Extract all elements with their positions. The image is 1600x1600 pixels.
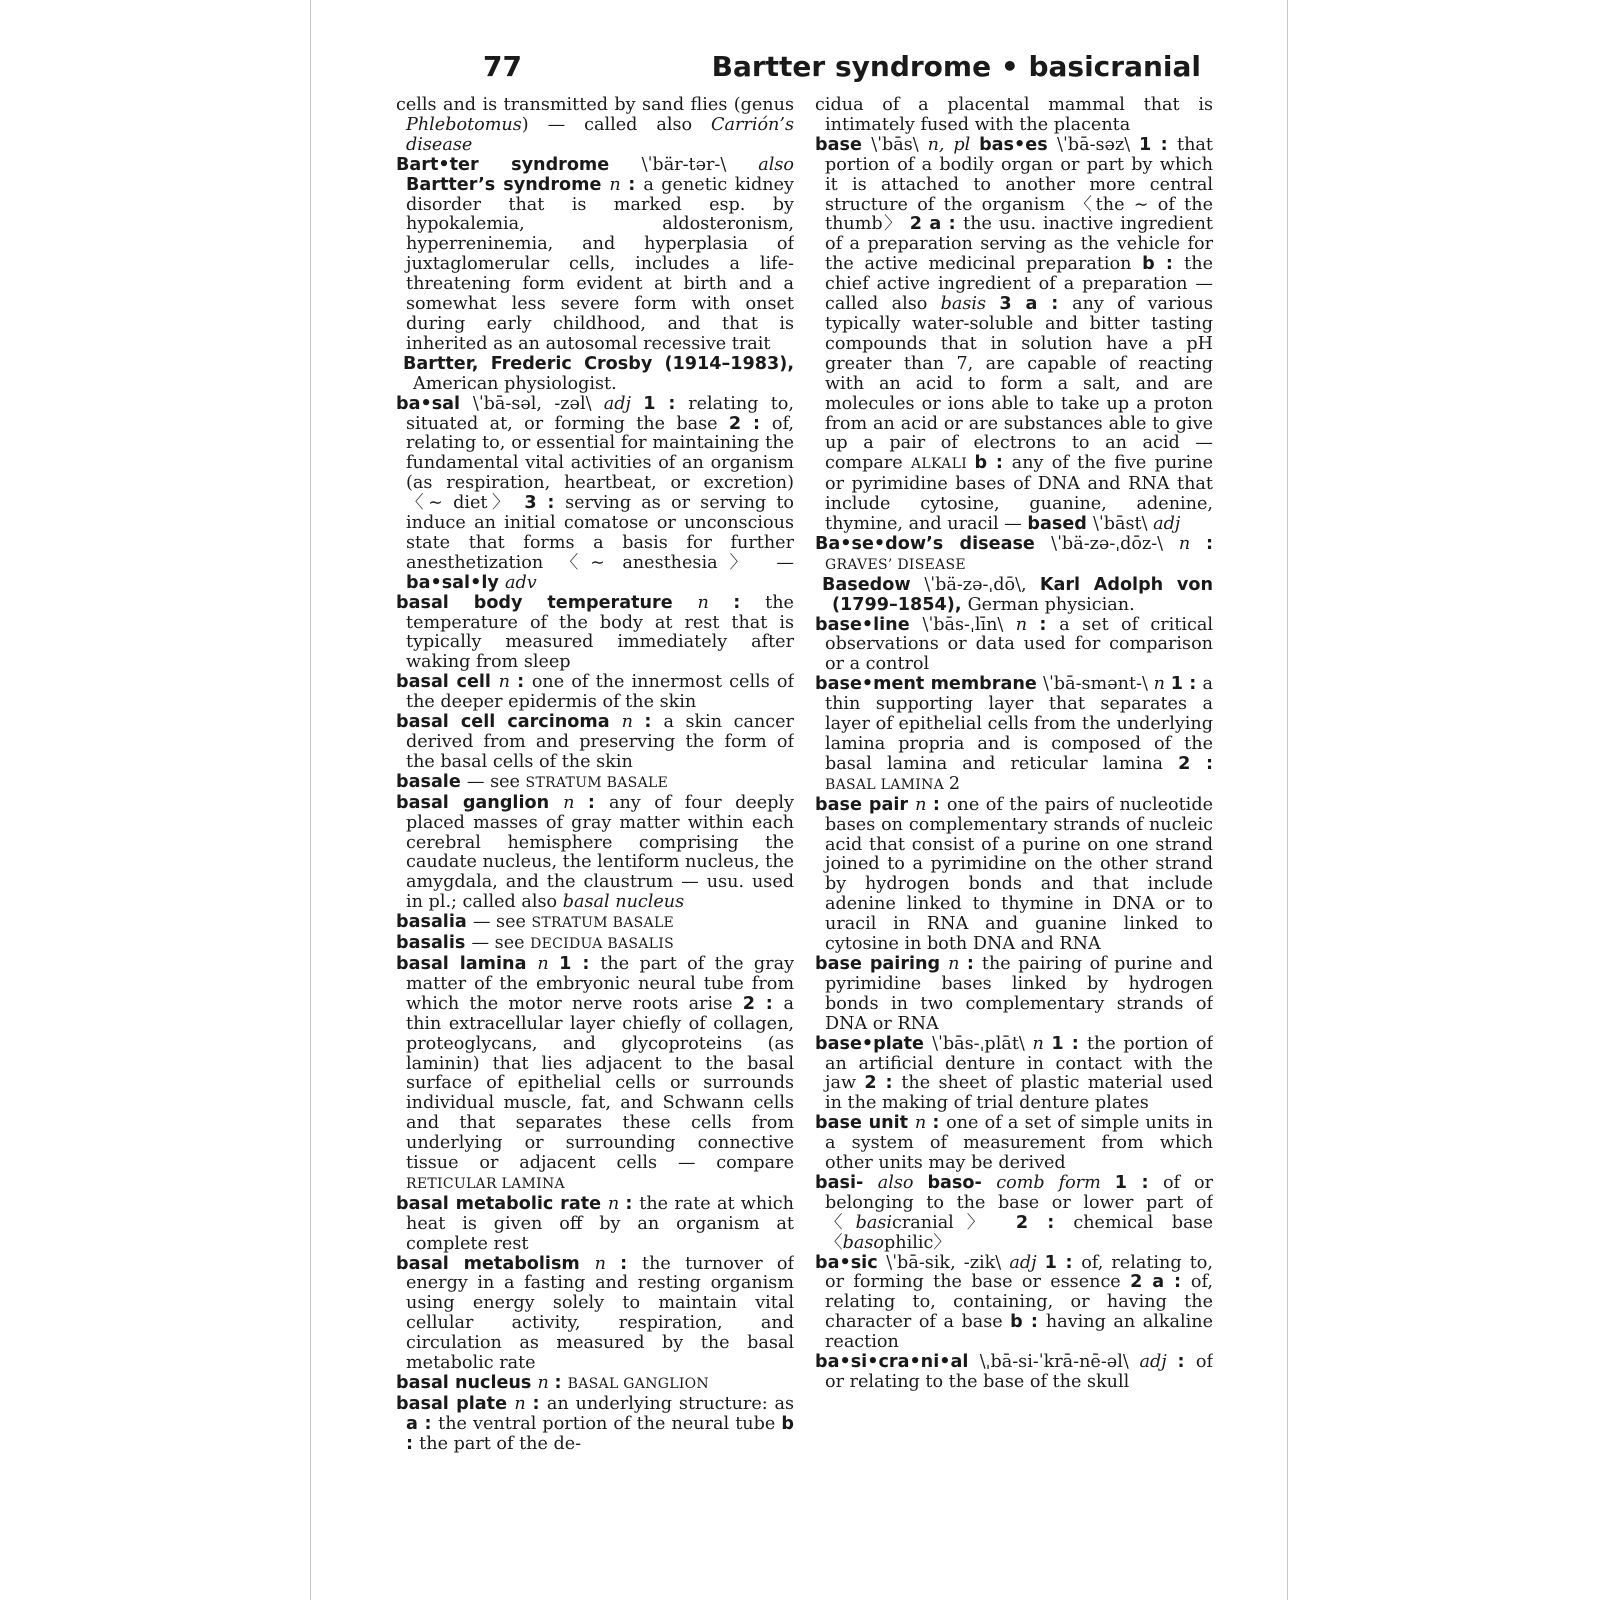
entry-text: b : — [1142, 254, 1185, 275]
entry-text: \ˈbā-səl, -zəl\ — [472, 393, 604, 414]
entry-text: the sheet of plastic material used in the making of trial denture plates — [825, 1073, 1213, 1114]
entry-text: comb form — [996, 1172, 1115, 1193]
headword: basal metabolic rate — [396, 1193, 608, 1214]
headword: basale — [396, 771, 467, 792]
entry-text: Phlebotomus — [406, 114, 522, 135]
dictionary-entry — [815, 675, 1213, 795]
entry-text: \ˈbās-ˌlīn\ — [922, 614, 1016, 635]
entry-text: \ˌbā-si-ˈkrā-nē-əl\ — [979, 1352, 1140, 1373]
entry-text: basis — [940, 294, 1000, 315]
entry-text: a genetic kidney disorder that is marked esp. by hypokalemia, aldosteronism, hyperreninemia, and hyperplasia of juxtaglomerular cells, includes a life-threatening form evident at birth and a somewhat less severe form with onset during early childhood, and that is inherited as an autosomal recessive trait — [406, 174, 794, 354]
entry-text: n — [563, 792, 588, 813]
headword: basal nucleus — [396, 1373, 538, 1393]
entry-continuation — [815, 96, 1213, 136]
entry-text: n — [697, 592, 734, 613]
entry-text: GRAVES’ DISEASE — [825, 556, 966, 573]
entry-text: serving as or serving to induce an initial comatose or unconscious state that forms a basis for further anesthetization 〈∼ anesthesia〉 — — [406, 493, 794, 573]
headword: base pairing — [815, 953, 949, 974]
entry-text: : — [1039, 614, 1060, 635]
entry-text: 1 : — [1114, 1172, 1163, 1193]
entry-text: adj — [603, 393, 644, 414]
entry-text: : — [517, 672, 532, 693]
headword: basal lamina — [396, 953, 538, 974]
dictionary-entry — [396, 1195, 794, 1255]
entry-text: n — [621, 712, 645, 733]
page-number: 77 — [483, 50, 522, 83]
entry-text: philic〉 — [883, 1232, 951, 1253]
entry-text: n — [1178, 533, 1206, 554]
dictionary-entry — [396, 794, 794, 913]
entry-text: 2 — [948, 773, 961, 794]
entry-text: n — [498, 672, 518, 693]
headword: bas•es — [979, 134, 1058, 155]
dictionary-entry — [815, 796, 1213, 955]
entry-text: : — [532, 1393, 547, 1414]
entry-text: also — [758, 154, 794, 175]
entry-text: 3 a : — [999, 294, 1073, 315]
headword: base•line — [815, 614, 923, 635]
entry-text: n — [1015, 614, 1040, 635]
entry-text: n — [594, 1253, 621, 1274]
entry-text: n — [915, 794, 933, 815]
entry-text: STRATUM BASALE — [531, 915, 675, 932]
entry-text: the turnover of energy in a fasting and resting organism using energy solely to maintain vital cellular activity, respiration, and circulation as measured by the basal metabolic rate — [406, 1253, 794, 1374]
headword: base•plate — [815, 1033, 933, 1054]
headword: base pair — [815, 794, 916, 815]
headword: basalia — [396, 912, 473, 933]
entry-text: 2 : — [1178, 753, 1213, 774]
entry-text: n — [914, 1113, 933, 1134]
biographical-entry — [396, 355, 794, 395]
dictionary-entry — [815, 616, 1213, 676]
headword: Bartter, Frederic Crosby (1914–1983), — [403, 353, 794, 374]
headword: ba•si•cra•ni•al — [815, 1352, 980, 1373]
entry-text: DECIDUA BASALIS — [530, 936, 674, 953]
entry-text: 2 : — [1015, 1212, 1074, 1233]
entry-text: the usu. inactive ingredient of a preparation serving as the vehicle for the active medicinal preparation — [825, 214, 1213, 275]
dictionary-entry — [396, 673, 794, 713]
headword: base — [815, 134, 872, 155]
entry-text: German physician. — [967, 594, 1135, 615]
entry-text: n — [514, 1393, 533, 1414]
entry-text: \ˈbā-sik, -zik\ — [886, 1252, 1010, 1273]
entry-text: the part of the gray matter of the embryonic neural tube from which the motor nerve roots arise — [406, 953, 794, 1014]
headword: basal cell carcinoma — [396, 712, 622, 733]
entry-text: 2 : — [864, 1073, 902, 1094]
entry-text: \ˈbās\ — [871, 134, 928, 155]
dictionary-entry — [815, 1353, 1213, 1393]
entry-text: BASAL LAMINA — [825, 776, 949, 793]
headword: ba•sic — [815, 1252, 887, 1273]
headword: ba•sal•ly — [406, 572, 505, 593]
headword: ba•sal — [396, 393, 473, 414]
entry-continuation — [396, 96, 794, 156]
dictionary-entry — [396, 395, 794, 594]
entry-text: : — [1177, 1352, 1196, 1373]
headword: based — [1027, 514, 1093, 535]
entry-text: RETICULAR LAMINA — [406, 1175, 565, 1192]
entry-text: STRATUM BASALE — [525, 774, 669, 791]
entry-text: chemical base 〈 — [825, 1212, 1213, 1253]
entry-text: \ˈbāst\ — [1092, 514, 1154, 535]
headword: basal cell — [396, 672, 499, 693]
biographical-entry — [815, 576, 1213, 616]
entry-text: a : — [406, 1413, 439, 1434]
entry-text: that portion of a bodily organ or part by which it is attached to another more central structure of the organism 〈the ∼ of the thumb〉 — [825, 134, 1213, 235]
entry-text: n — [537, 953, 560, 974]
entry-text: an underlying structure: as — [546, 1393, 794, 1414]
headword: basi- — [815, 1172, 878, 1193]
entry-text: : — [932, 794, 947, 815]
entry-text: 1 : — [1139, 134, 1178, 155]
entry-text: a skin cancer derived from and preserving the form of the basal cells of the skin — [406, 712, 794, 772]
entry-text: n — [1032, 1033, 1052, 1054]
entry-text: of, relating to, or essential for maintaining the fundamental vital activities of an organism (as respiration, heartbeat, or excretion) 〈∼ diet〉 — [406, 413, 794, 514]
entry-text: 2 a : — [909, 214, 964, 235]
dictionary-entry — [815, 535, 1213, 576]
entry-text: adj — [1009, 1252, 1045, 1273]
entry-text: 2 a : — [1130, 1272, 1191, 1293]
entry-text: : — [620, 1253, 643, 1274]
entry-text: n — [1153, 674, 1171, 695]
entry-text: the pairing of purine and pyrimidine bases linked by hydrogen bonds in two complementary strands of DNA or RNA — [825, 953, 1213, 1034]
headword: basalis — [396, 933, 472, 954]
dictionary-entry — [396, 934, 794, 955]
entry-text: any of four deeply placed masses of gray matter within each cerebral hemisphere comprising the caudate nucleus, the lentiform nucleus, the amygdala, and the claustrum — usu. used in pl.; called also — [406, 792, 794, 913]
entry-text: of or belonging to the base or lower part of 〈 — [825, 1172, 1213, 1233]
entry-text: : — [644, 712, 664, 733]
entry-text: having an alkaline reaction — [825, 1312, 1213, 1353]
dictionary-entry — [815, 1035, 1213, 1115]
entry-text: American physiologist. — [413, 373, 617, 394]
entry-text: relating to, situated at, or forming the base — [406, 393, 794, 434]
entry-text: adj — [1153, 514, 1181, 535]
entry-text: of, relating to, containing, or having the character of a base — [825, 1272, 1213, 1333]
dictionary-entry — [396, 1395, 794, 1455]
entry-text: n — [609, 174, 629, 195]
entry-text: Carrión’s disease — [406, 114, 794, 155]
entry-text: \ˈbär-tər-\ — [641, 154, 759, 175]
entry-text: : — [554, 1373, 568, 1393]
entry-text: b : — [974, 453, 1012, 474]
entry-text: : — [932, 1113, 947, 1134]
entry-text: 1 : — [1051, 1033, 1087, 1054]
entry-text: : — [966, 953, 982, 974]
entry-text: also — [877, 1172, 928, 1193]
entry-text: the chief active ingredient of a preparation — called also — [825, 254, 1213, 315]
entry-text: one of the innermost cells of the deeper epidermis of the skin — [406, 672, 794, 713]
entry-text: basal nucleus — [562, 892, 685, 913]
entry-text: 1 : — [1044, 1252, 1082, 1273]
entry-text: n, pl — [927, 134, 980, 155]
entry-text: BASAL GANGLION — [567, 1376, 709, 1392]
dictionary-entry — [396, 713, 794, 773]
entry-text: any of the five purine or pyrimidine bases of DNA and RNA that include cytosine, guanine, adenine, thymine, and uracil — — [825, 453, 1213, 535]
entry-text: 3 : — [524, 493, 566, 514]
entry-text: adj — [1139, 1352, 1178, 1373]
entry-text: baso — [842, 1232, 884, 1253]
entry-text: cidua of a placental mammal that is intimately fused with the placenta — [815, 96, 1213, 135]
entry-text: : — [587, 792, 609, 813]
dictionary-page — [310, 0, 1288, 1600]
entry-text: 1 : — [643, 393, 689, 414]
entry-text: n — [607, 1193, 626, 1214]
dictionary-entry — [815, 955, 1213, 1035]
entry-text: — see — [472, 912, 532, 933]
headword: baso- — [927, 1172, 997, 1193]
entry-text: of or relating to the base of the skull — [825, 1352, 1213, 1392]
entry-text: 1 : — [1170, 674, 1203, 695]
headword: basal metabolism — [396, 1253, 595, 1274]
entry-text: the part of the de- — [419, 1433, 582, 1454]
headword: base•ment membrane — [815, 674, 1044, 695]
entry-text: the temperature of the body at rest that is typically measured immediately after waking from sleep — [406, 592, 794, 673]
entry-text: \ˈbä-zə-ˌdōz-\ — [1051, 533, 1179, 554]
entry-text: \ˈbā-smənt-\ — [1043, 674, 1154, 695]
headword: Bart•ter syndrome — [396, 154, 642, 175]
entry-text: b : — [406, 1413, 794, 1454]
right-column — [815, 96, 1213, 1536]
entry-text: the ventral portion of the neural tube — [438, 1413, 782, 1434]
entry-text: of, relating to, or forming the base or essence — [825, 1252, 1213, 1293]
entry-text: n — [537, 1373, 555, 1393]
entry-text: : — [733, 592, 766, 613]
entry-text: the portion of an artificial denture in contact with the jaw — [825, 1033, 1213, 1094]
entry-text: : — [628, 174, 644, 195]
entry-text: — see — [471, 933, 531, 954]
entry-text: cells and is transmitted by sand flies (genus — [396, 96, 794, 115]
headword: basal ganglion — [396, 792, 564, 813]
entry-text: \ˈbä-zə-ˌdō\, — [924, 574, 1040, 595]
dictionary-entry — [396, 156, 794, 355]
headword: Basedow — [822, 574, 925, 595]
entry-text: 1 : — [559, 953, 601, 974]
entry-text: : — [625, 1193, 640, 1214]
entry-text: one of a set of simple units in a system of measurement from which other units may be derived — [825, 1113, 1213, 1174]
entry-text: adv — [504, 572, 537, 593]
headword: basal body temperature — [396, 592, 698, 613]
entry-text: a thin supporting layer that separates a layer of epithelial cells from the underlying lamina propria and is composed of the basal lamina and reticular lamina — [825, 674, 1213, 774]
guide-words: Bartter syndrome • basicranial — [711, 50, 1201, 83]
entry-text: : — [1205, 533, 1213, 554]
dictionary-entry — [815, 1254, 1213, 1354]
entry-text: a set of critical observations or data used for comparison or a control — [825, 614, 1213, 675]
running-head — [311, 50, 1289, 90]
headword: Bartter’s syndrome — [406, 174, 610, 195]
dictionary-entry — [815, 1174, 1213, 1254]
dictionary-entry — [396, 1255, 794, 1374]
entry-text: 2 : — [742, 993, 784, 1014]
dictionary-entry — [396, 594, 794, 674]
entry-text: one of the pairs of nucleotide bases on complementary strands of nucleic acid that consist of a purine on one strand joined to a pyrimidine on the other strand by hydrogen bonds and that include adenine linked to thymine in DNA or to uracil in RNA and guanine linked to cytosine in both DNA and RNA — [825, 794, 1213, 955]
entry-text: n — [948, 953, 967, 974]
dictionary-entry — [396, 773, 794, 794]
dictionary-entry — [396, 913, 794, 934]
entry-text: ) — called also — [521, 114, 712, 135]
left-column — [396, 96, 794, 1536]
dictionary-entry — [396, 1374, 794, 1395]
entry-text: a thin extracellular layer chiefly of collagen, proteoglycans, and glycoproteins (as laminin) that lies adjacent to the basal surface of epithelial cells or surrounds individual muscle, fat, and Schwann cells and that separates these cells from underlying or surrounding connective tissue or adjacent cells — compare — [406, 993, 794, 1174]
dictionary-entry — [815, 136, 1213, 535]
entry-text: cranial〉 — [891, 1212, 1016, 1233]
headword: Ba•se•dow’s disease — [815, 533, 1052, 554]
dictionary-entry — [815, 1114, 1213, 1174]
entry-text: the rate at which heat is given off by an organism at complete rest — [406, 1193, 794, 1254]
dictionary-entry — [396, 955, 794, 1195]
entry-text: — see — [466, 771, 526, 792]
entry-text: \ˈbās-ˌplāt\ — [932, 1033, 1033, 1054]
headword: basal plate — [396, 1393, 515, 1414]
entry-text: 2 : — [728, 413, 772, 434]
headword: base unit — [815, 1113, 915, 1134]
entry-text: \ˈbā-səz\ — [1057, 134, 1139, 155]
headword: Karl Adolph von (1799–1854), — [832, 574, 1213, 615]
entry-text: any of various typically water-soluble and bitter tasting compounds that in solution have a pH greater than 7, are capable of reacting with an acid to form a salt, and are molecules or ions able to take up a proton from an acid or are substances able to give up a pair of electrons to an acid — compare — [825, 294, 1213, 474]
entry-text: ALKALI — [910, 456, 975, 473]
entry-text: b : — [1010, 1312, 1046, 1333]
entry-text: basi — [855, 1212, 892, 1233]
